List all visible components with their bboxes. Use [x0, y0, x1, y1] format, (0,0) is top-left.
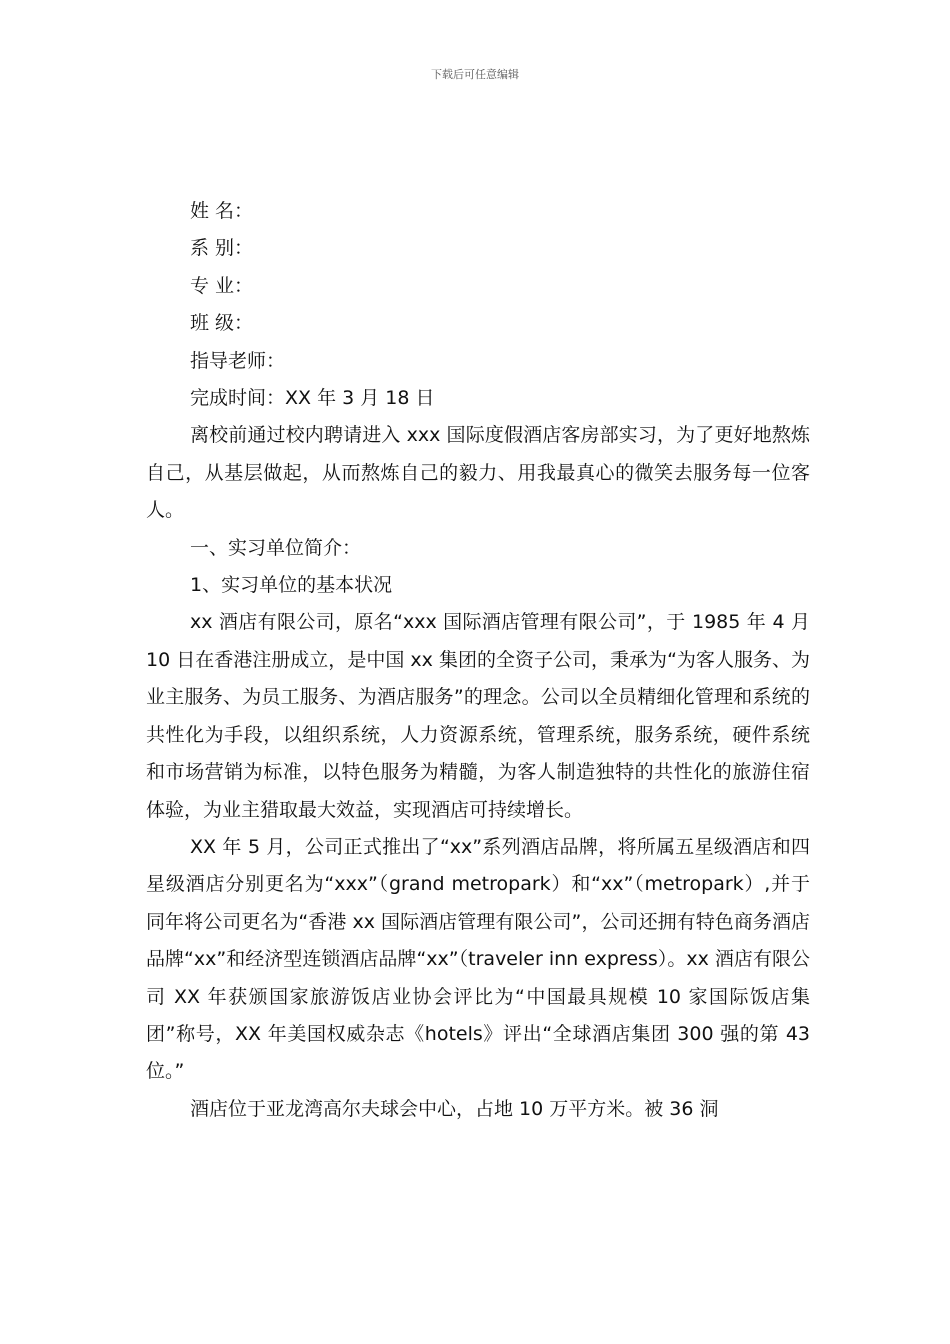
page-header: 下载后可任意编辑 [431, 68, 519, 81]
major-field: 专 业： [190, 274, 254, 297]
name-field: 姓 名： [190, 200, 254, 222]
company-overview-paragraph: xx 酒店有限公司，原名“xxx 国际酒店管理有限公司”，于 1985 年 4 月 10 日在香港注册成立，是中国 xx 集团的全资子公司，秉承为“为客人服务、为业主服务、为员工服务、为酒店服务”的理念。公司以全员精细化管理和系统的共性化为手段，以组织系统，人力资源系统，管理系统，服务系统，硬件系统和市场营销为标准，以特色服务为精髓，为客人制造独特的共性化的旅游住宿体验，为业主猎取最大效益，实现酒店可持续增长。 [146, 611, 810, 821]
intro-paragraph: 离校前通过校内聘请进入 xxx 国际度假酒店客房部实习，为了更好地熬炼自己，从基层做起，从而熬炼自己的毅力、用我最真心的微笑去服务每一位客人。 [146, 424, 810, 522]
advisor-field: 指导老师： [190, 349, 286, 372]
document-body [146, 193, 810, 1128]
class-field: 班 级： [190, 312, 254, 335]
hotel-location-paragraph: 酒店位于亚龙湾高尔夫球会中心，占地 10 万平方米。被 36 洞 [190, 1097, 719, 1120]
completion-date-field: 完成时间：XX 年 3 月 18 日 [190, 387, 435, 410]
subsection-heading-1-1: 1、实习单位的基本状况 [190, 574, 393, 597]
section-heading-1: 一、实习单位简介： [190, 536, 362, 559]
brand-history-paragraph: XX 年 5 月，公司正式推出了“xx”系列酒店品牌，将所属五星级酒店和四星级酒店分别更名为“xxx”（grand metropark）和“xx”（metropark）,并于同年将公司更名为“香港 xx 国际酒店管理有限公司”，公司还拥有特色商务酒店品牌“xx”和经济型连锁酒店品牌“xx”（traveler inn express）。xx 酒店有限公司 XX 年获颁国家旅游饭店业协会评比为“中国最具规模 10 家国际饭店集团”称号，XX 年美国权威杂志《hotels》评出“全球酒店集团 300 强的第 43 位。” [146, 835, 810, 1083]
department-field: 系 别： [190, 237, 254, 260]
